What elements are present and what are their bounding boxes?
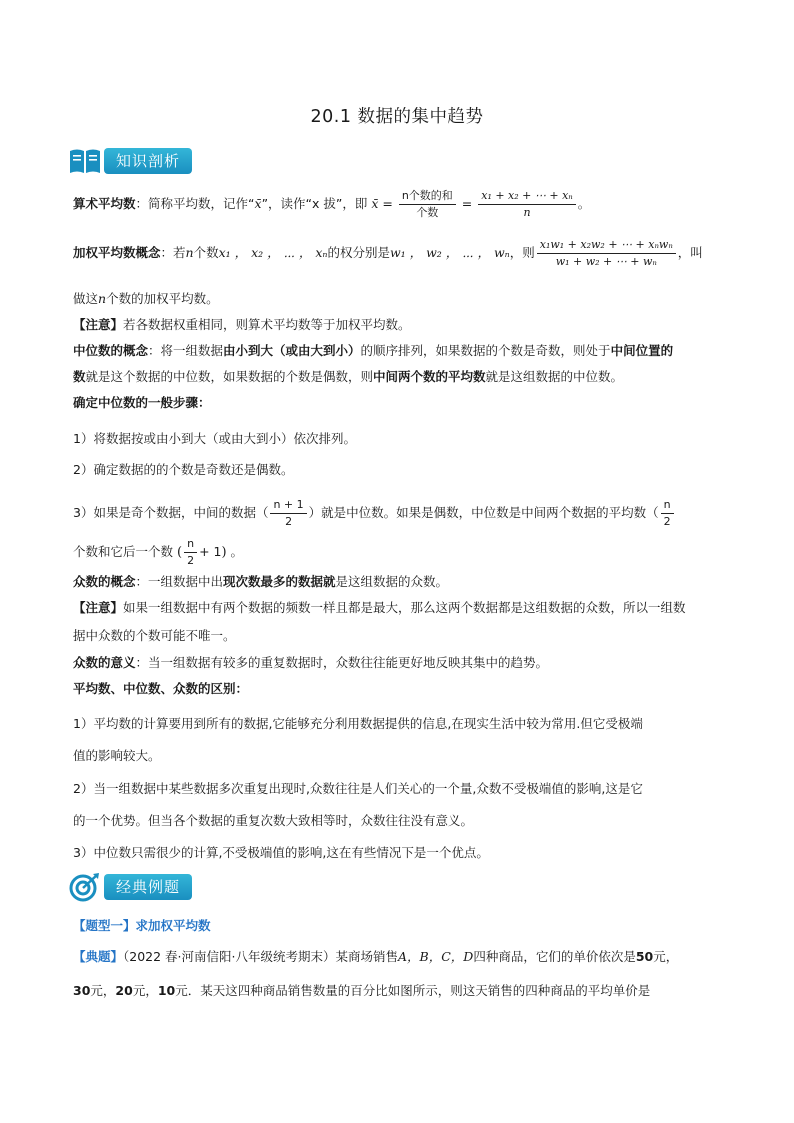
text: 个数 [193,245,219,260]
diff-1a: 1）平均数的计算要用到所有的数据,它能够充分利用数据提供的信息,在现实生活中较为常用.但它受极端 [73,716,643,731]
mode-meaning-line [73,653,548,673]
text: ：简称平均数，记作“ [135,196,255,211]
text: 现次数最多的数据就 [223,574,336,589]
text: 个数的加权平均数。 [106,291,219,306]
text: + 1 [199,544,222,559]
fraction-words: $\frac{\text{n个数的和}}{\text{个数}}$ [399,188,456,221]
diff-title: 平均数、中位数、众数的区别： [73,681,249,696]
text: 中间位置的 [610,343,674,358]
fraction-sum: $\frac{\text{x₁ + x₂ + ⋯ + xₙ}}{n}$ [478,188,576,221]
text: ：将一组数据 [148,343,224,358]
text: 元， [132,983,158,998]
text: 是这组数据的众数。 [335,574,449,589]
xbar-symbol: x̄ [254,196,262,211]
text: 3）如果是奇个数据，中间的数据（ [73,505,269,520]
n-symbol: n [185,245,194,260]
price: 10 [157,983,176,998]
text: 的权分别是 [327,245,390,260]
note-1 [73,315,411,335]
diff-1b: 值的影响较大。 [73,748,161,763]
text: 做这 [73,291,99,306]
note-2-line-2: 据中众数的个数可能不唯一。 [73,628,236,643]
example-line-1 [73,947,678,967]
note-tag: 【注意】 [73,600,124,615]
open-book-icon [68,145,102,177]
text: ：当一组数据有较多的重复数据时，众数往往能更好地反映其集中的趋势。 [135,655,549,670]
median-label: 中位数的概念 [73,343,149,358]
xbar-symbol: x̄ [371,196,379,211]
mode-label: 众数的概念 [73,574,136,589]
section-label: 知识剖析 [104,148,192,174]
text: 元， [90,983,116,998]
x-values: x₁ ， x₂ ， ⋯ ， xₙ [218,245,328,260]
w-values: w₁ ， w₂ ， ⋯ ， wₙ [389,245,510,260]
step-2: 2）确定数据的的个数是奇数还是偶数。 [73,462,294,477]
arith-mean-label: 算术平均数 [73,196,136,211]
note-tag: 【注意】 [73,317,124,332]
text: 四种商品，它们的单价依次是 [473,949,636,964]
median-line-2 [73,367,623,387]
text: 的顺序排列，如果数据的个数是奇数，则处于 [360,343,611,358]
arith-mean-line: 算术平均数：简称平均数，记作“x̄”，读作“x 拔”，即 x̄ = $\frac{\text{n个数的和}}{\text{个数}}$ = $\frac{\text{x₁ + x₂ + ⋯ + xₙ}}{n}$ 。 [73,189,591,219]
mode-line [73,572,448,592]
fraction-n-plus-1-over-2: $\frac{n + 1}{2}$ [270,497,306,530]
price: 30 [73,983,91,998]
text: 若各数据权重相同，则算术平均数等于加权平均数。 [123,317,411,332]
example-tag: 【典题】 [73,949,124,964]
step-1: 1）将数据按或由小到大（或由大到小）依次排列。 [73,431,356,446]
fraction-n-over-2: $\frac{n}{2}$ [184,536,197,569]
text: ）就是中位数。如果是偶数，中位数是中间两个数据的平均数（ [308,505,659,520]
diff-3: 3）中位数只需很少的计算,不受极端值的影响,这在有些情况下是一个优点。 [73,845,489,860]
example-line-2 [73,981,650,1001]
section-label: 经典例题 [104,874,192,900]
text: 中间两个数的平均数 [373,369,486,384]
text: ，叫 [677,245,703,260]
step-3 [73,497,676,530]
weighted-mean-line-2 [73,289,219,309]
n-symbol: n [98,291,107,306]
weighted-fraction: $\frac{\text{x₁w₁ + x₂w₂ + ⋯ + xₙwₙ}}{\text{w₁ + w₂ + ⋯ + wₙ}}$ [537,237,676,270]
fraction-n-over-2: $\frac{n}{2}$ [661,497,674,530]
text: 元．某天这四种商品销售数量的百分比如图所示，则这天销售的四种商品的平均单价是 [175,983,651,998]
text: （2022 春·河南信阳·八年级统考期末）某商场销售 [123,949,398,964]
item-letters: A，B，C，D [398,949,474,964]
text: 。 [230,544,244,559]
page-title: 20.1 数据的集中趋势 [310,107,484,127]
text: 就是这组数据的中位数。 [485,369,624,384]
type-heading: 【题型一】求加权平均数 [73,918,211,933]
text: ，则 [509,245,535,260]
text: ：若 [160,245,186,260]
text: 就是这个数据的中位数，如果数据的个数是偶数，则 [85,369,374,384]
text: ”，读作“x 拔”，即 [261,196,372,211]
price: 50 [635,949,654,964]
text: 个数和它后一个数 [73,544,174,559]
text: 由小到大（或由大到小） [223,343,361,358]
note-2-line-1 [73,598,686,618]
median-line-1 [73,341,673,361]
text: 如果一组数据中有两个数据的频数一样且都是最大，那么这两个数据都是这组数据的众数，所以一组数 [123,600,686,615]
step-3-cont: 个数和它后一个数 ( $\frac{n}{2}$ + 1) 。 [73,537,244,567]
weighted-mean-label: 加权平均数概念 [73,245,161,260]
text: 。 [577,196,591,211]
text: ：一组数据中出 [135,574,224,589]
text: 元， [653,949,679,964]
price: 20 [115,983,133,998]
steps-title: 确定中位数的一般步骤： [73,395,211,410]
text: 数 [73,369,86,384]
mode-meaning-label: 众数的意义 [73,655,136,670]
diff-2b: 的一个优势。但当各个数据的重复次数大致相等时，众数往往没有意义。 [73,813,474,828]
target-arrow-icon [68,871,102,903]
diff-2a: 2）当一组数据中某些数据多次重复出现时,众数往往是人们关心的一个量,众数不受极端值的影响,这是它 [73,781,643,796]
weighted-mean-line [73,237,703,270]
